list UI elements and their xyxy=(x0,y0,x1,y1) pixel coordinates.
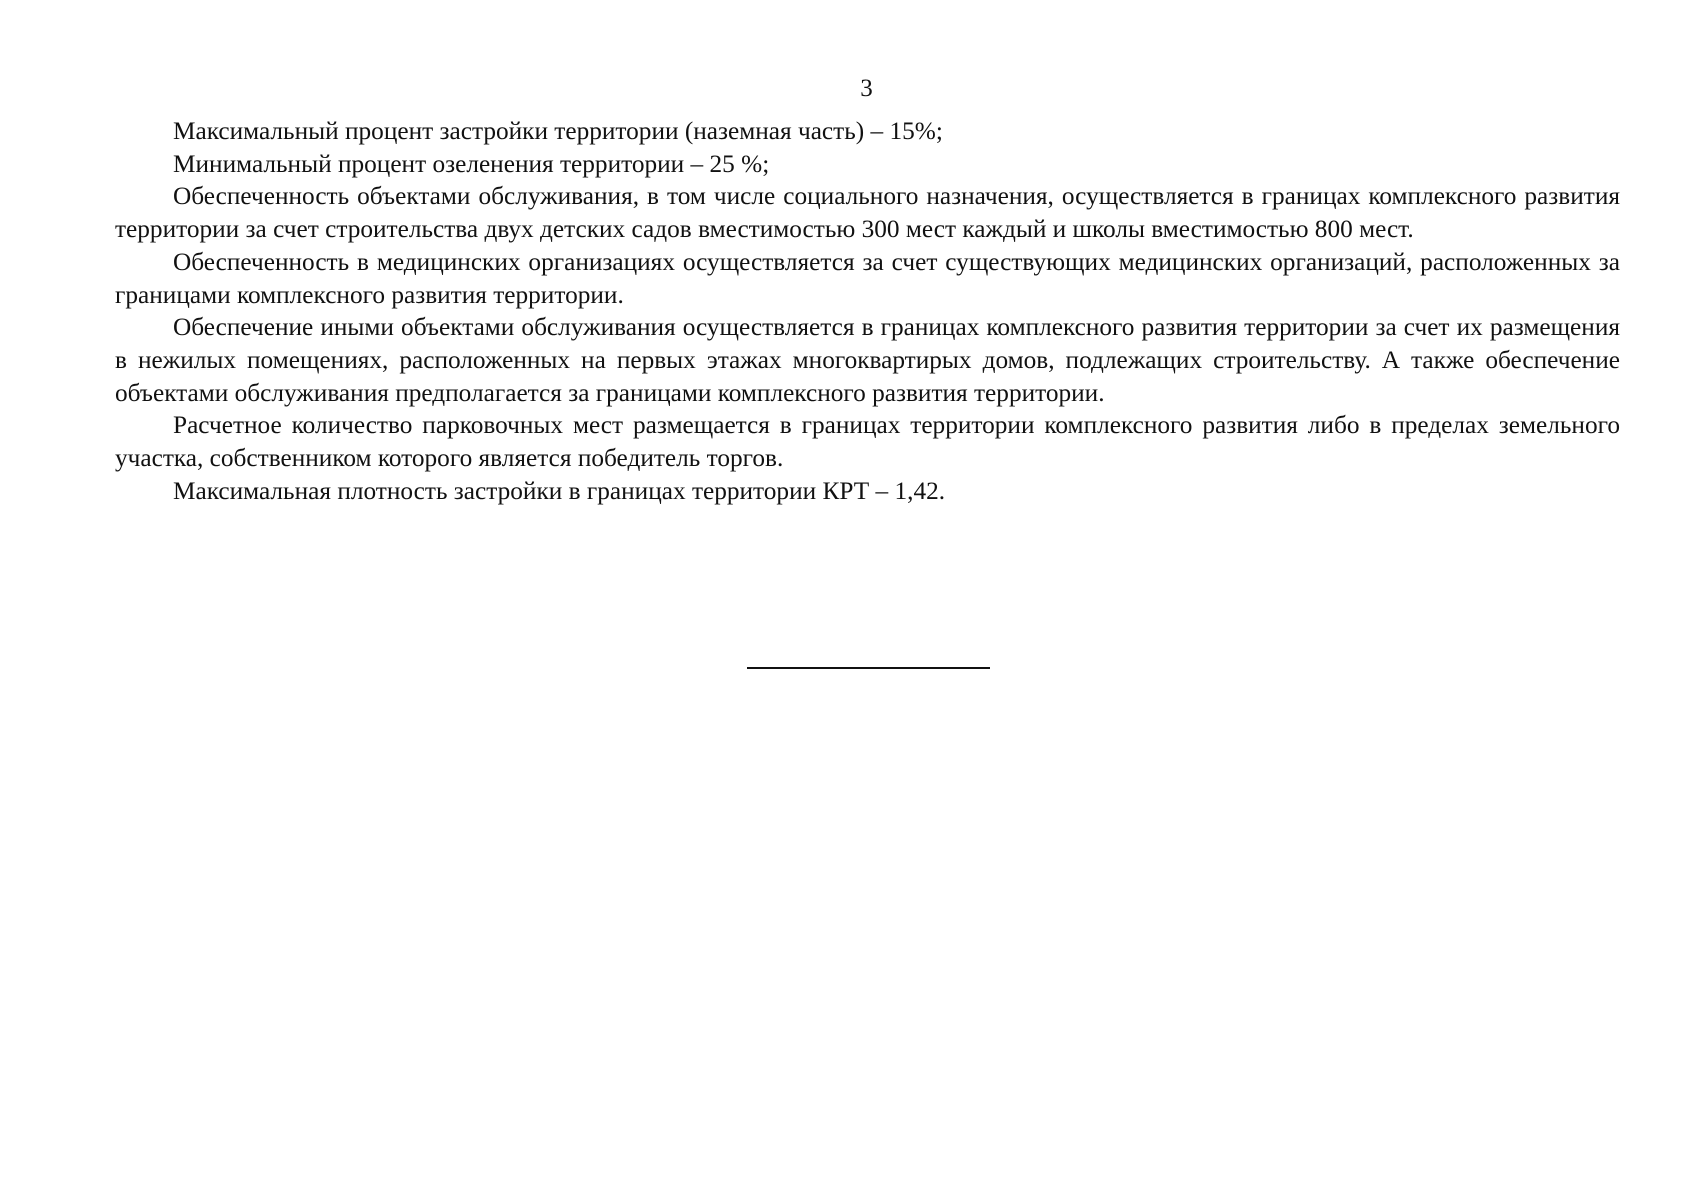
end-of-text-rule xyxy=(747,667,990,669)
paragraph-max-building-percent: Максимальный процент застройки территории (наземная часть) – 15%; xyxy=(173,117,943,145)
page-number: 3 xyxy=(860,75,873,102)
paragraph-min-greening-percent: Минимальный процент озеленения территории – 25 %; xyxy=(173,149,770,178)
paragraph-parking-spaces: Расчетное количество парковочных мест размещается в границах территории комплексного развития либо в пределах земельного участка, собственником которого является победитель торгов. xyxy=(115,411,1620,473)
document-body xyxy=(115,115,1620,507)
paragraph-other-service-facilities: Обеспечение иными объектами обслуживания осуществляется в границах комплексного развития территории за счет их размещения в нежилых помещениях, расположенных на первых этажах многоквартирых домов, подлежащих строительству. А также обеспечение объектами обслуживания предполагается за границами комплексного развития территории. xyxy=(115,313,1620,407)
paragraph-medical-organizations: Обеспеченность в медицинских организациях осуществляется за счет существующих медицинских организаций, расположенных за границами комплексного развития территории. xyxy=(115,247,1620,309)
paragraph-social-facilities: Обеспеченность объектами обслуживания, в том числе социального назначения, осуществляется в границах комплексного развития территории за счет строительства двух детских садов вместимостью 300 мест каждый и школы вместимостью 800 мест. xyxy=(115,182,1620,244)
paragraph-max-building-density: Максимальная плотность застройки в границах территории КРТ – 1,42. xyxy=(173,476,946,505)
